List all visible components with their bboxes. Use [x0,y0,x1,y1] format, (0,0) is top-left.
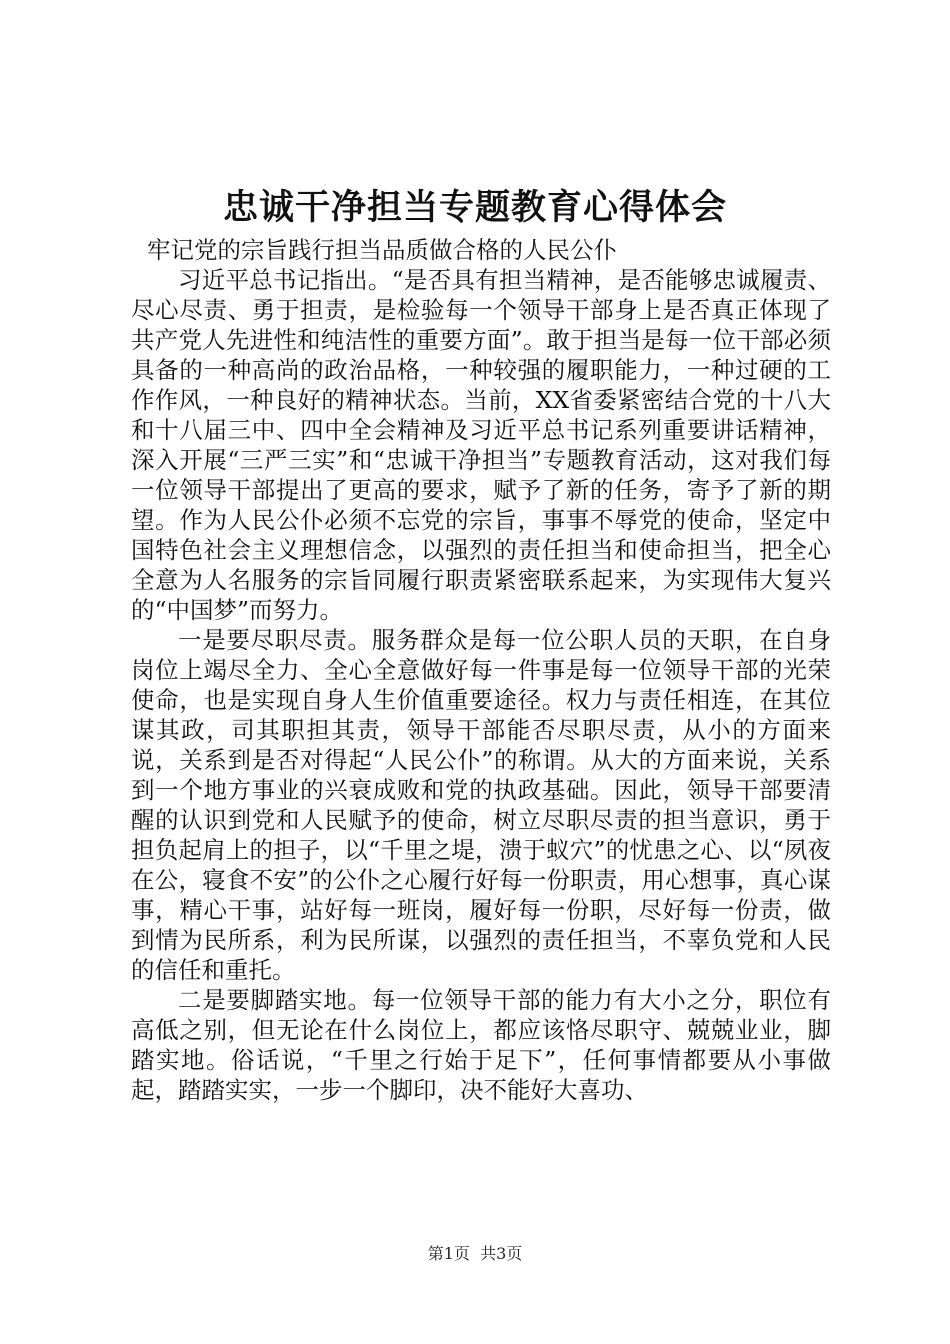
document-title: 忠诚干净担当专题教育心得体会 [222,187,727,228]
paragraph-intro: 习近平总书记指出。“是否具有担当精神，是否能够忠诚履责、尽心尽责、勇于担责，是检验每一个领导干部身上是否真正体现了共产党人先进性和纯洁性的重要方面”。敢于担当是每一位干部必须具备的一种高尚的政治品格，一种较强的履职能力，一种过硬的工作作风，一种良好的精神状态。当前，XX省委紧密结合党的十八大和十八届三中、四中全会精神及习近平总书记系列重要讲话精神，深入开展“三严三实”和“忠诚干净担当”专题教育活动，这对我们每一位领导干部提出了更高的要求，赋予了新的任务，寄予了新的期望。作为人民公仆必须不忘党的宗旨，事事不辱党的使命，坚定中国特色社会主义理想信念，以强烈的责任担当和使命担当，把全心全意为人名服务的宗旨同履行职责紧密联系起来，为实现伟大复兴的“中国梦”而努力。 [131,266,831,624]
document-body [131,235,831,1105]
page-number-footer: 第1页 共3页 [427,1244,523,1263]
document-subtitle: 牢记党的宗旨践行担当品质做合格的人民公仆 [147,236,617,264]
paragraph-point-two: 二是要脚踏实地。每一位领导干部的能力有大小之分，职位有高低之别，但无论在什么岗位上，都应该恪尽职守、兢兢业业，脚踏实地。俗话说，“千里之行始于足下”，任何事情都要从小事做起，踏踏实实，一步一个脚印，决不能好大喜功、 [131,986,831,1104]
paragraph-point-one: 一是要尽职尽责。服务群众是每一位公职人员的天职，在自身岗位上竭尽全力、全心全意做好每一件事是每一位领导干部的光荣使命，也是实现自身人生价值重要途径。权力与责任相连，在其位谋其政，司其职担其责，领导干部能否尽职尽责，从小的方面来说，关系到是否对得起“人民公仆”的称谓。从大的方面来说，关系到一个地方事业的兴衰成败和党的执政基础。因此，领导干部要清醒的认识到党和人民赋予的使命，树立尽职尽责的担当意识，勇于担负起肩上的担子，以“千里之堤，溃于蚁穴”的忧患之心、以“夙夜在公，寝食不安”的公仆之心履行好每一份职责，用心想事，真心谋事，精心干事，站好每一班岗，履好每一份职，尽好每一份责，做到情为民所系，利为民所谋，以强烈的责任担当，不辜负党和人民的信任和重托。 [131,626,831,984]
